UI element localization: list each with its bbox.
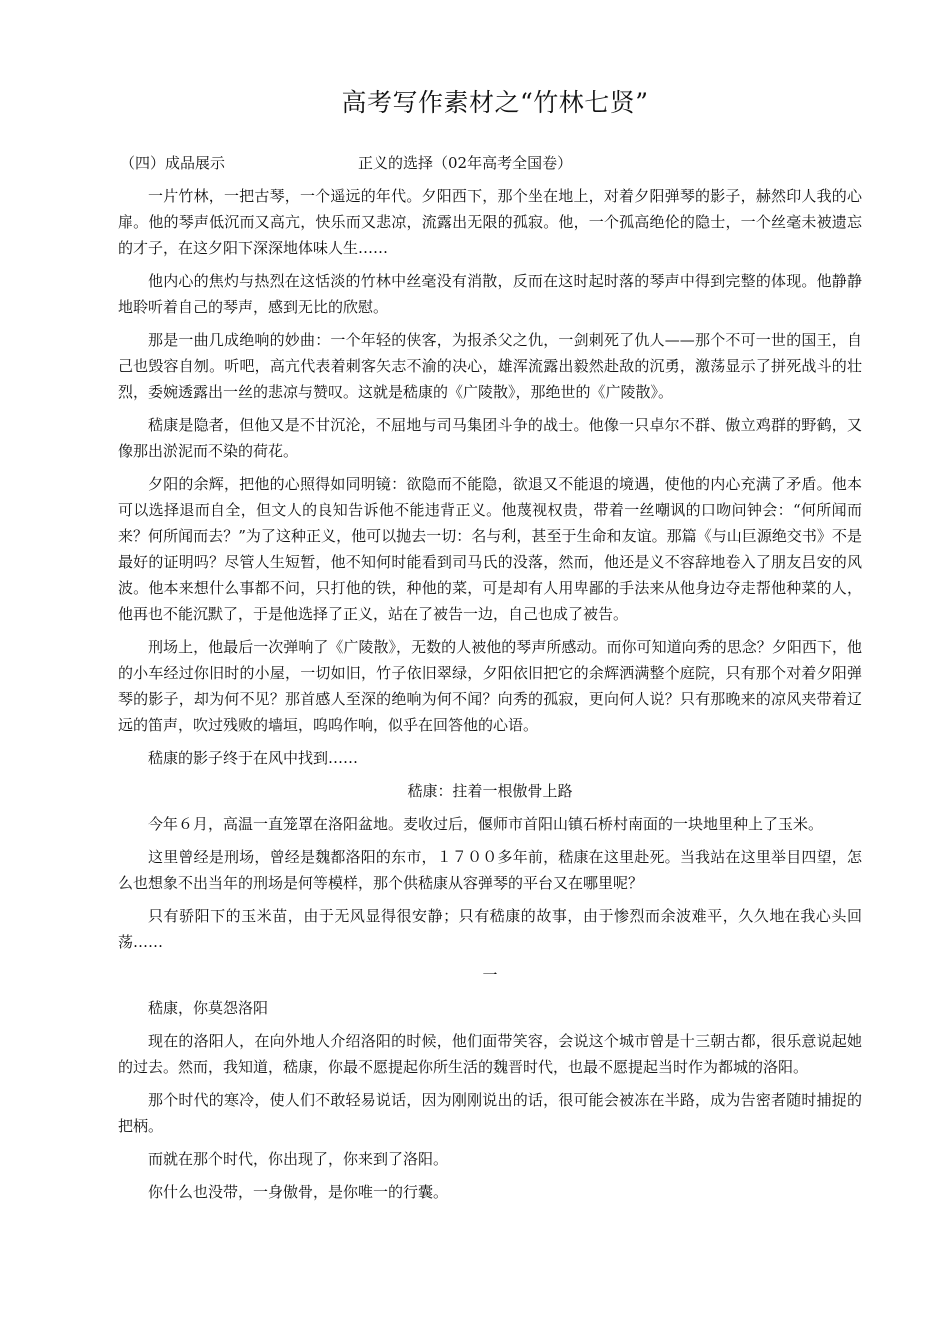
essay2-paragraph: 今年６月，高温一直笼罩在洛阳盆地。麦收过后，偃师市首阳山镇石桥村南面的一块地里种上了玉米。 [148,815,824,833]
section-label: （四）成品展示 [120,154,226,172]
part1-paragraph: 现在的洛阳人，在向外地人介绍洛阳的时候，他们面带笑容，会说这个城市曾是十三朝古都，很乐意说起她的过去。然而，我知道，嵇康，你最不愿提起你所生活的魏晋时代，也最不愿提起当时作为都城的洛阳。 [118,1032,862,1076]
essay1-paragraph: 那是一曲几成绝响的妙曲：一个年轻的侠客，为报杀父之仇，一剑刺死了仇人——那个不可一世的国王，自己也毁容自刎。听吧，高亢代表着刺客矢志不渝的决心，雄浑流露出毅然赴敌的沉勇，激荡显示了拼死战斗的壮烈，委婉透露出一丝的悲凉与赞叹。这就是嵇康的《广陵散》，那绝世的《广陵散》。 [118,331,862,401]
part1-paragraph: 你什么也没带，一身傲骨，是你唯一的行囊。 [148,1183,449,1201]
part1-heading: 嵇康，你莫怨洛阳 [148,999,269,1017]
essay1-paragraph: 夕阳的余辉，把他的心照得如同明镜：欲隐而不能隐，欲退又不能退的境遇，使他的内心充满了矛盾。他本可以选择退而自全，但文人的良知告诉他不能违背正义。他蔑视权贵，带着一丝嘲讽的口吻问钟会：“何所闻而来？何所闻而去？”为了这种正义，他可以抛去一切：名与利，甚至于生命和友谊。那篇《与山巨源绝交书》不是最好的证明吗？尽管人生短暂，他不知何时能看到司马氏的没落，然而，他还是义不容辞地卷入了朋友吕安的风波。他本来想什么事都不问，只打他的铁，种他的菜，可是却有人用卑鄙的手法来从他身边夺走帮他种菜的人，他再也不能沉默了，于是他选择了正义，站在了被告一边，自己也成了被告。 [118,475,862,623]
part1-paragraph: 那个时代的寒冷，使人们不敢轻易说话，因为刚刚说出的话，很可能会被冻在半路，成为告密者随时捕捉的把柄。 [118,1091,862,1135]
essay1-paragraph: 一片竹林，一把古琴，一个遥远的年代。夕阳西下，那个坐在地上，对着夕阳弹琴的影子，赫然印人我的心扉。他的琴声低沉而又高亢，快乐而又悲凉，流露出无限的孤寂。他，一个孤高绝伦的隐士，一个丝毫未被遗忘的才子，在这夕阳下深深地体味人生…… [118,187,862,257]
essay1-paragraph: 他内心的焦灼与热烈在这恬淡的竹林中丝毫没有消散，反而在这时起时落的琴声中得到完整的体现。他静静地聆听着自己的琴声，感到无比的欣慰。 [118,272,862,316]
essay1-paragraph: 刑场上，他最后一次弹响了《广陵散》，无数的人被他的琴声所感动。而你可知道向秀的思念？夕阳西下，他的小车经过你旧时的小屋，一切如旧，竹子依旧翠绿，夕阳依旧把它的余辉洒满整个庭院，只有那个对着夕阳弹琴的影子，却为何不见？那首感人至深的绝响为何不闻？向秀的孤寂，更向何人说？只有那晚来的凉风夹带着辽远的笛声，吹过残败的墙垣，呜呜作响，似乎在回答他的心语。 [118,638,862,734]
essay1-title: 正义的选择（02年高考全国卷） [358,154,573,172]
essay1-paragraph: 嵇康的影子终于在风中找到…… [148,749,359,767]
essay1-paragraph: 嵇康是隐者，但他又是不甘沉沦，不屈地与司马集团斗争的战士。他像一只卓尔不群、傲立鸡群的野鹤，又像那出淤泥而不染的荷花。 [118,416,862,460]
essay2-paragraph: 这里曾经是刑场，曾经是魏都洛阳的东市，１７００多年前，嵇康在这里赴死。当我站在这里举目四望，怎么也想象不出当年的刑场是何等模样，那个供嵇康从容弹琴的平台又在哪里呢？ [118,848,862,892]
subheading-row [118,150,862,176]
essay2-paragraph: 只有骄阳下的玉米苗，由于无风显得很安静；只有嵇康的故事，由于惨烈而余波难平，久久地在我心头回荡…… [118,907,862,951]
document-body [118,150,862,1212]
part-marker: 一 [482,966,498,984]
document-title: 高考写作素材之“竹林七贤” [341,88,649,117]
essay2-title: 嵇康：拄着一根傲骨上路 [407,782,573,800]
part1-paragraph: 而就在那个时代，你出现了，你来到了洛阳。 [148,1150,449,1168]
